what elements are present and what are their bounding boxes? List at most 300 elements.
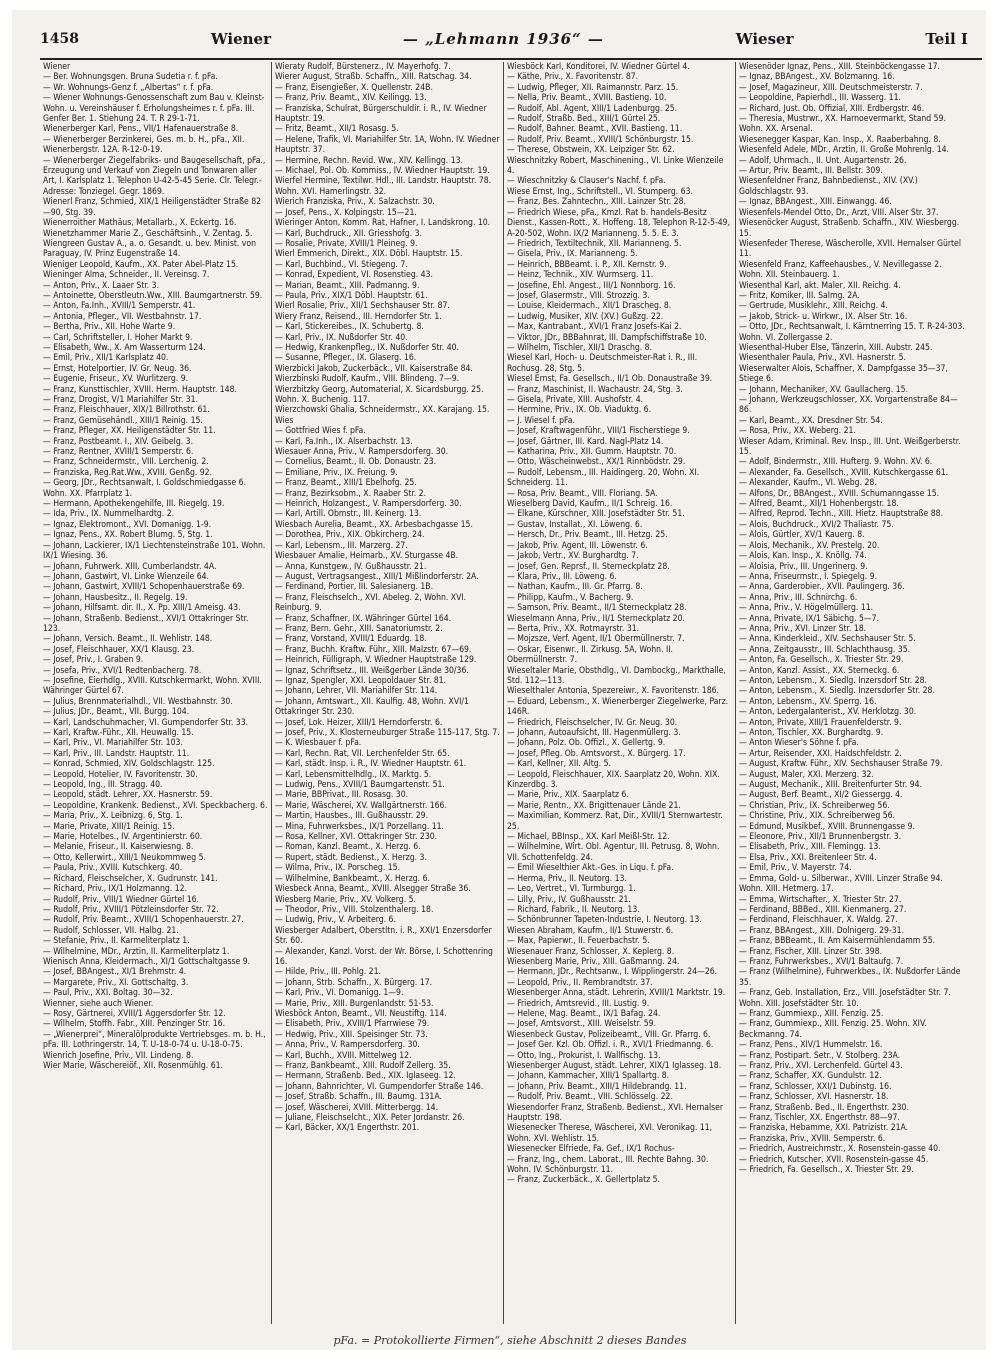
directory-entry: — Philipp, Kaufm., V. Bacherg. 9. (507, 592, 634, 603)
directory-entry: — Konrad, Schmied, XIV. Goldschlagstr. 125. (43, 759, 215, 770)
directory-entry: — Hedwig, Priv., XIII. Speisinger Str. 73. (275, 1029, 428, 1040)
directory-entry: Wiesenfeld Adele, MDr., Arztin, II. Große Mohrenlg. 14. (739, 145, 950, 156)
directory-entry: — Marie, Rentn., XX. Brigittenauer Lände 21. (507, 800, 681, 811)
directory-entry: — Klara, Priv., III. Löweng. 6. (507, 571, 617, 582)
directory-entry: — Leopoldine, Papierhdl., III. Wasserg. 11. (739, 93, 901, 104)
directory-entry: — Artur, Priv. Beamt., III. Bellstr. 309. (739, 166, 883, 177)
directory-entry: — Rosa, Kellner, XVI. Ottakringer Str. 230. (275, 832, 438, 843)
directory-entry: — August, Kraftw. Führ., XIV. Sechshauser Straße 79. (739, 759, 943, 770)
directory-entry: — Julius, Brennmaterialhdl., VII. Westbahnstr. 30. (43, 696, 233, 707)
directory-entry: — Emil, Priv., XII/1 Karlsplatz 40. (43, 353, 169, 364)
directory-entry: Wieselberg David, Kaufm., II/1 Schreig. 16. (507, 499, 673, 510)
directory-entry: — Johann, Polz. Ob. Offizl., X. Gellertg. 9. (507, 738, 666, 749)
directory-entry: — Paul, Priv., XXI. Boltag. 30—32. (43, 988, 173, 999)
directory-entry: — Rudolf, Priv., XVIII/1 Pötzleinsdorfer Str. 72. (43, 904, 219, 915)
directory-entry: — Josef, Straßb. Schaffn., III. Baumg. 131A. (275, 1092, 442, 1103)
directory-entry: — Franziska, Schulrat, Bürgerschuldir. i. R., IV. Wiedner Hauptstr. 19. (275, 103, 487, 125)
directory-entry: — Anton, Lebensm., X. Siedlg. Inzersdorfer Str. 28. (739, 686, 935, 697)
directory-entry: — Ludwig, Musiker, XIV. (XV.) Gußzg. 22. (507, 311, 664, 322)
directory-entry: — Rudolf, Priv. Beamt., XVIII/1 Schönburgstr. 15. (507, 134, 694, 145)
directory-entry: — Johann, Bahnrichter, VI. Gumpendorfer Straße 146. (275, 1081, 484, 1092)
directory-entry: — Anton, Kanzl. Assist., XX. Sterneckg. 6. (739, 665, 900, 676)
directory-entry: Wiery Franz, Reisend., III. Herndorfer Str. 1. (275, 311, 442, 322)
directory-entry: — Hermann, JDr., Rechtsanw., I. Wipplingerstr. 24—26. (507, 967, 718, 978)
directory-entry: — Michael, BBInsp., XX. Karl Meißl-Str. 12. (507, 832, 670, 843)
directory-entry: — Ignaz, Spengler, XXI. Leopoldauer Str. 81. (275, 675, 447, 686)
directory-entry: — Edmund, Musikbef., XVIII. Brunnengasse 9. (739, 821, 915, 832)
directory-entry: — Franziska, Hebamme, XXI. Patrizistr. 21A. (739, 1123, 909, 1134)
directory-entry: Wiesenegger Kaspar, Kan. Insp., X. Raaberbahng. 8. (739, 134, 941, 145)
directory-entry: — Franz, Schaffer, XX. Gundulstr. 12. (739, 1071, 882, 1082)
directory-entry: Wieninger Alma, Schneider., II. Vereinsg. 7. (43, 270, 210, 281)
directory-entry: — Franz, Gummiexp., XIII. Fenzig. 25. Wohn. XIV. Beckmanng. 74. (739, 1019, 927, 1040)
directory-entry: Wiesbauer Amalie, Heimarb., XV. Sturgasse 4B. (275, 551, 459, 562)
directory-entry: — Heinrich, BBBeamt. i. P., XII. Kernstr. 9. (507, 259, 667, 270)
directory-entry: — J. Wiesel f. pFa. (507, 415, 575, 426)
directory-entry: — Johann, Priv. Beamt., XIII/1 Hildebrandg. 11. (507, 1081, 687, 1092)
directory-entry: Wiesenecker Elfriede, Fa. Gef., IX/1 Rochus- (507, 1144, 675, 1155)
directory-entry: — Friedrich, Textiltechnik, XII. Marianneng. 5. (507, 238, 682, 249)
directory-entry: — Leopold, Ing., III. Stragg. 40. (43, 780, 163, 791)
directory-entry: — Josef, BBAngest., XI/1 Brehmstr. 4. (43, 967, 187, 978)
directory-entry: — Alexander, Kaufm., VI. Webg. 28. (739, 478, 877, 489)
directory-entry: — Franz, BBBeamt., II. Am Kaisermühlendamm 55. (739, 936, 936, 947)
directory-entry: — Alfons, Dr., BBAngest., XVIII. Schumanngasse 15. (739, 488, 940, 499)
directory-entry: Wiesenthal Karl, akt. Maler, XII. Reichg. 4. (739, 280, 901, 291)
directory-entry: — Friedrich, Amtsrevid., III. Lustig. 9. (507, 998, 650, 1009)
directory-entry: — Franz, Fischer, XIII. Linzer Str. 398. (739, 946, 883, 957)
directory-entry: — Johann, Werkzeugschlosser, XX. Vorgartenstraße 84—86. (739, 395, 958, 416)
directory-entry: — Heinz, Technik., XIV. Wurmserg. 11. (507, 270, 654, 281)
directory-entry: — Marie, Hotelbes., IV. Argentinierstr. 60. (43, 832, 203, 843)
directory-entry: — Hersch, Dr., Priv. Beamt., III. Hetzg. 25. (507, 530, 668, 541)
directory-entry: — Fritz, Beamt., XII/1 Rosasg. 5. (275, 124, 399, 135)
directory-entry: Wiengreen Gustav A., a. o. Gesandt. u. bev. Minist. von Paraguay, IV. Prinz Eugenstraße 14. (43, 238, 256, 260)
directory-entry: — Anton, Private, XIII/1 Frauenfelderstr. 9. (739, 717, 902, 728)
header-rule (40, 58, 982, 60)
directory-entry: — Franz, Bankbeamt., XIII. Rudolf Zellerg. 35. (275, 1061, 451, 1071)
directory-entry: — Karl, Kellner, XII. Altg. 5. (507, 759, 611, 770)
directory-entry: — Antonia, Pfleger., VII. Westbahnstr. 17. (43, 311, 202, 322)
directory-entry: — Elisabeth, Priv., XIII. Flemingg. 13. (739, 842, 881, 853)
directory-entry: — Gisela, Priv., IX. Marianneng. 5. (507, 249, 638, 260)
directory-entry: — Franz, Schlosser, XVI. Hasnerstr. 18. (739, 1092, 889, 1103)
directory-entry: — Richard, Fleischselcher, X. Gudrunstr. 141. (43, 873, 218, 884)
directory-entry: — Stefanie, Priv., II. Karmeliterplatz 1. (43, 936, 190, 947)
running-head-left: Wiener (210, 30, 271, 48)
directory-entry: — Karl, Stickereibes., IX. Schubertg. 8. (275, 322, 424, 333)
directory-entry: Wieniger Leopold, Kaufm., XX. Pater Abel-Platz 15. (43, 259, 239, 270)
directory-entry: — Johann, Autoaufsicht, III. Hagenmüllerg. 3. (507, 728, 681, 738)
directory-entry: — Elkane, Kürschner, XIII. Josefstädter Str. 51. (507, 509, 685, 520)
directory-entry: — Wilhelm, Stoffh. Fabr., XIII. Penzinger Str. 16. (43, 1019, 226, 1030)
directory-entry: Wieserwalter Alois, Schaffner, X. Dampfgasse 35—37, Stiege 6. (739, 363, 948, 385)
directory-entry: — Ernst, Hotelportier, IV. Gr. Neug. 36. (43, 363, 192, 374)
directory-entry: — Alois, Gürtler, XV/1 Kauerg. 8. (739, 530, 865, 541)
directory-entry: — Anton, Ledergalanterist., XV. Herklotzg. 30. (739, 707, 917, 718)
directory-entry: — Jakob, Priv. Agent, III. Löwenstr. 6. (507, 540, 648, 551)
directory-entry: — Johann, Versich. Beamt., II. Wehlistr. 148. (43, 634, 213, 645)
directory-entry: Wieseltaler Marie, Obsthdlg., VI. Dambockg., Markthalle, Std. 112—113. (507, 665, 726, 686)
directory-entry: — Friedrich, Austreichmstr., X. Rosenstein-gasse 40. (739, 1144, 941, 1155)
directory-entry: Wiesenfeldner Franz, Bahnbedienst., XIV. (XV.) Goldschlagstr. 93. (739, 176, 918, 197)
directory-entry: Wiesenbeck Gustav, Polizeibeamt., VIII. Gr. Pfarrg. 6. (507, 1029, 711, 1040)
directory-entry: — Karl, Fa.Inh., IX. Alserbachstr. 13. (275, 436, 413, 447)
directory-entry: — Carl, Schriftsteller, I. Hoher Markt 9. (43, 332, 193, 343)
directory-entry: — Adolf, Bindermstr., XIII. Hufterg. 9. Wohn. XV. 6. (739, 457, 933, 468)
directory-entry: — Franz, Pens., XIV/1 Hummelstr. 16. (739, 1040, 883, 1051)
directory-entry: — Johann, Lackierer, IX/1 Liechtensteinstraße 101. Wohn. IX/1 Wiesing. 36. (43, 540, 266, 562)
directory-entry: Wierl Emmerich, Direkt., XIX. Döbl. Hauptstr. 15. (275, 249, 463, 260)
directory-entry: — Alexander, Kanzl. Vorst. der Wr. Börse, I. Schottenring 16. (275, 946, 493, 967)
directory-entry: — Johann, Hilfsamt. dir. II., X. Pp. XIII/1 Ameisg. 43. (43, 603, 241, 614)
directory-entry: — Josef, Pfleg. Ob. Amtsvorst., X. Bürgerg. 17. (507, 748, 686, 759)
directory-entry: — Mina, Fuhrwerksbes., IX/1 Porzellang. 11. (275, 821, 445, 832)
directory-entry: — Franz, Geb. Installation, Erz., VIII. Josefstädter Str. 7. Wohn. XIII. Josefstädter Str. 10. (739, 988, 951, 1009)
directory-entry: — Richard, Priv., IX/1 Holzmanng. 12. (43, 884, 188, 895)
directory-entry: — Käthe, Priv., X. Favoritenstr. 87. (507, 72, 639, 83)
directory-entry: — Karl, Buchbind., VI. Stiegeng. 7. (275, 259, 408, 270)
section-label: Teil I (925, 30, 968, 48)
directory-entry: — Franz, Beamt., XIII/1 Ebelhofg. 25. (275, 478, 417, 489)
directory-entry: — Rudolf, Straßb. Bed., XIII/1 Gürtel 25. (507, 114, 661, 125)
directory-entry: Wienerroither Mathäus, Metallarb., X. Eckertg. 16. (43, 218, 237, 229)
directory-entry: — Theresia, Mustrwr., XX. Harnoevermarkt, Stand 59. Wohn. XX. Arsenal. (739, 114, 946, 135)
directory-entry: Wiesberg Marie, Priv., XV. Volkerg. 5. (275, 894, 416, 905)
directory-entry: — Rudolf, Lebensm., III. Haidingerg. 20, Wohn. XI. Schneiderg. 11. (507, 467, 700, 489)
directory-entry: Wiener (43, 62, 71, 72)
directory-entry: — Gisela, Private, XIII. Aushofstr. 4. (507, 395, 644, 405)
directory-entry: Wiesenthaler Paula, Priv., XVI. Hasnerstr. 5. (739, 353, 906, 364)
directory-entry: — Ignaz, BBAngest., XV. Bolzmanng. 16. (739, 72, 895, 83)
directory-entry: — Emma, Gold- u. Silberwar., XVIII. Linzer Straße 94. Wohn. XIII. Hetmerg. 17. (739, 873, 943, 895)
directory-entry: — Hilde, Priv., III. Pohlg. 21. (275, 967, 381, 978)
directory-entry: — Friedrich, Fa. Gesellsch., X. Triester Str. 29. (739, 1165, 914, 1176)
directory-entry: Wiesen Abraham, Kaufm., II/1 Stuwerstr. 6. (507, 925, 674, 936)
directory-entry: — Roman, Kanzl. Beamt., X. Herzg. 6. (275, 842, 421, 853)
directory-entry: — Helene, Mag. Beamt., IX/1 Bafag. 24. (507, 1008, 661, 1019)
directory-entry: — Anna, Private, IX/1 Säbichg. 5—7. (739, 613, 880, 624)
directory-entry: — Hermann, Apothekengehilfe, III. Riegelg. 19. (43, 499, 225, 510)
directory-entry: — Alois, Buchdruck., XVI/2 Thaliastr. 75. (739, 519, 894, 530)
directory-columns (40, 62, 970, 1324)
directory-entry: Wienner, siehe auch Wiener. (43, 998, 154, 1009)
directory-entry: — Antoinette, Oberstleutn.Ww., XIII. Baumgartnerstr. 59. (43, 290, 263, 301)
directory-entry: — Karl, Landschuhmacher, VI. Gumpendorfer Str. 33. (43, 717, 249, 728)
directory-entry: Wierich Franziska, Priv., X. Salzachstr. 30. (275, 197, 435, 208)
directory-entry: — Franz, Schneidermstr., VIII. Lerchenig. 2. (43, 457, 209, 468)
directory-entry: Wierzbicki Jakob, Zuckerbäck., VII. Kaiserstraße 84. (275, 363, 473, 374)
directory-entry: — Viktor, JDr., BBBahnrat, III. Dampfschiffstraße 10. (507, 332, 707, 343)
directory-entry: — Anton Wieser's Söhne f. pFa. (739, 738, 859, 749)
directory-entry: — Michael, Pol. Ob. Kommiss., IV. Wiedner Hauptstr. 19. (275, 166, 490, 177)
directory-entry: — Franz, Schaffner, IX. Währinger Gürtel 164. (275, 613, 452, 624)
directory-entry: — Karl, Buchdruck., XII. Griesshofg. 3. (275, 228, 422, 239)
column-4 (736, 62, 968, 1324)
directory-entry: — Schönbrunner Tapeten-Industrie, I. Neutorg. 13. (507, 915, 702, 926)
directory-entry: — Anna, Garderobier., XVII. Paulingerg. 36. (739, 582, 905, 593)
directory-entry: Wiesenberg Marie, Priv., XIII. Gaßmanng. 24. (507, 956, 680, 967)
directory-entry: — Friedrich, Fleischselcher, IV. Gr. Neug. 30. (507, 717, 678, 728)
directory-entry: Wiesberger Adalbert, Oberstltn. i. R., XXI/1 Enzersdorfer Str. 60. (275, 925, 492, 947)
directory-entry: — Josef, Gen. Reprsf., II. Sterneckplatz 28. (507, 561, 670, 572)
directory-entry: — Johann, Gastwirt, VI. Linke Wienzeile 64. (43, 571, 210, 582)
directory-entry: Wiesenfels-Mendel Otto, Dr., Arzt, VIII. Alser Str. 37. (739, 207, 939, 218)
directory-entry: — Franz, Fuhrwerksbes., XVI/1 Baltaufg. 7. (739, 956, 904, 967)
directory-entry: — Josef, Pens., X. Kolpingstr. 15—21. (275, 207, 417, 218)
directory-entry: — Anna, Kinderkleid., XIV. Sechshauser Str. 5. (739, 634, 916, 645)
directory-entry: — Wiener Wohnungs-Genossenschaft zum Bau v. Kleinst-Wohn. u. Vereinshäuser f. Erholungsheimes r. f. pFa. III. Genfer Ber. 1. Stiehung 24. T. R 29-1-71. (43, 93, 265, 125)
directory-entry: — Johann, Gastwirt, XVIII/1 Schopenhauerstraße 69. (43, 582, 245, 593)
directory-entry: — Paula, Priv., XIX/1 Döbl. Hauptstr. 61. (275, 290, 428, 301)
directory-entry: — Josef, Amtsvorst., XIII. Weiselstr. 59. (507, 1019, 657, 1030)
directory-entry: — Wilhelm, Tischler, XII/1 Draschg. 8. (507, 342, 653, 353)
directory-entry: — Alois, Kan. Insp., X. Knöllg. 74. (739, 551, 867, 562)
directory-entry: — Christine, Priv., XIX. Schreiberweg 56. (739, 811, 896, 822)
directory-entry: Wiesenöder Ignaz, Pens., XIII. Steinböckengasse 17. (739, 62, 940, 72)
directory-entry: — Otto, Kellerwirt., XIII/1 Neukommweg 5. (43, 852, 206, 863)
directory-entry: — Franz, Fleischselch., XVI. Abeleg. 2, Wohn. XVI. Reinburg. 9. (275, 592, 467, 614)
directory-entry: Wiesenecker Therese, Wäscherei, XVI. Veronikag. 11, Wohn. XVI. Wehlistr. 15. (507, 1123, 713, 1144)
directory-entry: — Emiliane, Priv., IX. Freiung. 9. (275, 467, 398, 478)
directory-entry: Wierer August, Straßb. Schaffn., XIII. Ratschag. 34. (275, 72, 472, 83)
directory-entry: Wierzbinski Rudolf, Kaufm., VIII. Blindeng. 7—9. (275, 374, 460, 385)
directory-entry: — Alois, Mechanik., XV. Prestelg. 20. (739, 540, 880, 551)
directory-entry: — Dorothea, Priv., XIX. Obkircherg. 24. (275, 530, 425, 541)
directory-entry: — Franz, Ing., chem. Laborat., III. Rechte Bahng. 30. Wohn. IV. Schönburgstr. 11. (507, 1154, 709, 1176)
directory-entry: — Johann, Mechaniker, XV. Gaullacherg. 15. (739, 384, 909, 395)
directory-entry: Wies (275, 415, 294, 426)
directory-entry: — Johann, Kammacher, XIII/1 Spallartg. 8. (507, 1071, 670, 1082)
directory-entry: — Christian, Priv., IX. Schreiberweg 56. (739, 800, 890, 811)
directory-entry: — Rosa, Priv. Beamt., VIII. Floriang. 5A. (507, 488, 658, 499)
directory-entry: — Alfred, Beamt., XII/1 Hohenbergstr. 18. (739, 499, 899, 510)
directory-entry: — Josef, Glasermstr., VIII. Strozzig. 3. (507, 290, 650, 301)
directory-entry: — Cornelius, Beamt., II. Ob. Donaustr. 23. (275, 457, 437, 468)
directory-entry: — Eduard, Lebensm., X. Wienerberger Ziegelwerke, Parz. 146R. (507, 696, 729, 718)
directory-entry: — Leopold, Hotelier, IV. Favoritenstr. 30. (43, 769, 198, 780)
directory-entry: — Leopold, städt. Lehrer, XX. Hasnerstr. 59. (43, 790, 213, 801)
directory-entry: — Friedrich, Kutscher, XVII. Rosenstein-gasse 45. (739, 1154, 929, 1165)
directory-entry: Wienetzhammer Marie Z., Geschäftsinh., V. Zentag. 5. (43, 228, 253, 239)
directory-entry: — Ferdinand, Fleischhauer, X. Waldg. 27. (739, 915, 898, 926)
directory-entry: — Leopold, Priv., II. Rembrandtstr. 37. (507, 977, 653, 988)
directory-entry: — Josefa, Priv., XVI/1 Redtenbacherg. 78. (43, 665, 202, 676)
directory-entry: Wiesböck Karl, Konditorei, IV. Wiedner Gürtel 4. (507, 62, 690, 72)
directory-entry: Wiesenberger August, städt. Lehrer, XIX/1 Iglasseg. 18. (507, 1061, 722, 1071)
directory-entry: — Marie, Private, XIII/1 Reinig. 15. (43, 821, 175, 832)
directory-entry: — Richard, Fabrik., II. Neutorg. 13. (507, 904, 640, 915)
directory-entry: Wiesenthal-Huber Else, Tänzerin, XIII. Aubstr. 245. (739, 342, 933, 353)
directory-entry: — Berta, Priv., XX. Rotmayrstr. 31. (507, 623, 640, 634)
directory-entry: — Maximilian, Kommerz. Rat, Dir., XVIII/1 Sternwartestr. 25. (507, 811, 723, 832)
directory-entry: Wieselmann Anna, Priv., II/1 Sterneckplatz 20. (507, 613, 685, 624)
directory-entry: — Ferdinand, Portier, III. Salesianerg. 1B. (275, 582, 434, 593)
directory-entry: — Gottfried Wies f. pFa. (275, 426, 366, 437)
directory-entry: — Karl, Artill. Obmstr., III. Keinerg. 13. (275, 509, 422, 520)
directory-entry: Wienerl Franz, Schmied, XIX/1 Heiligenstädter Straße 82—90, Stg. 39. (43, 197, 262, 218)
directory-entry: — Franz, Rentner, XVIII/1 Semperstr. 6. (43, 447, 194, 458)
directory-entry: — Fritz, Komiker, III. Salmg. 2A. (739, 290, 860, 301)
directory-entry: — Rosa, Priv., XX. Weberg. 21. (739, 426, 856, 437)
directory-entry: — Rudolf, Schlosser, VII. Halbg. 21. (43, 925, 179, 936)
directory-entry: — Franz, Drogist, V/1 Mariahilfer Str. 31. (43, 395, 199, 405)
directory-entry: Wiesauer Anna, Priv., V. Rampersdorferg. 30. (275, 447, 449, 458)
directory-entry: Wierfel Hermine, Textilwr. Hdl., III. Landstr. Hauptstr. 78. Wohn. XVI. Hamerlingstr. 32. (275, 176, 492, 197)
directory-entry: — Mojzsze, Verf. Agent, II/1 Obermüllnerstr. 7. (507, 634, 685, 645)
directory-entry: — Leopold, Fleischhauer, XIX. Saarplatz 20, Wohn. XIX. Kinzerdbg. 3. (507, 769, 720, 791)
directory-entry: — Ludwig, Priv., V. Arbeiterg. 6. (275, 915, 396, 926)
directory-entry: — Franz, Bern. Gehr., XIII. Sanatoriumstr. 2. (275, 623, 443, 634)
directory-entry: — Karl, Buchh., XVIII. Mittelweg 12. (275, 1050, 412, 1061)
directory-entry: — Melanie, Friseur., II. Kaiserwiesng. 8. (43, 842, 194, 853)
directory-entry: — Otto, Ing., Prokurist, I. Wallfischg. 13. (507, 1050, 661, 1061)
directory-entry: — Hedwig, Krankenpfleg., IX. Nußdorfer Str. 40. (275, 342, 459, 353)
column-1 (40, 62, 272, 1324)
directory-entry: — Georg, JDr., Rechtsanwalt, I. Goldschmiedgasse 6. Wohn. XX. Pfarrplatz 1. (43, 478, 247, 499)
directory-entry: — Johann, Hausbesitz., II. Regelg. 19. (43, 592, 188, 603)
directory-entry: — Rudolf, Priv. Beamt., XVIII/1 Schopenhauerstr. 27. (43, 915, 244, 926)
directory-entry: — Franz, Gemüsehändl., XIII/1 Reinig. 15. (43, 415, 203, 426)
directory-entry: — Karl, Priv., III. Landstr. Hauptstr. 11. (43, 748, 190, 759)
directory-entry: Wiesel Karl, Hoch- u. Deutschmeister-Rat i. R., III. Rochusg. 28, Stg. 5. (507, 353, 698, 374)
directory-entry: — Franz, Kunsttischler, XVIII. Herm. Hauptstr. 148. (43, 384, 237, 395)
directory-entry: — Franz, Tischler, XX. Engerthstr. 88—97. (739, 1113, 900, 1124)
directory-entry: — Franz, Maschinist, II. Wachaustr. 24, Stg. 3. (507, 384, 683, 395)
directory-entry: — Josefine, Eierhdlg., XVIII. Kutschkermarkt, Wohn. XVIII. Währinger Gürtel 67. (43, 675, 262, 697)
directory-entry: — Eugenie, Friseur., XV. Wurlitzerg. 9. (43, 374, 189, 385)
directory-entry: Wiese Ernst, Ing., Schriftstell., VI. Stumperg. 63. (507, 186, 693, 197)
directory-entry: — Franz, Eisengießer, X. Quellenstr. 24B. (275, 82, 433, 93)
directory-entry: — Marie, Priv., XIX. Saarplatz 6. (507, 790, 629, 801)
directory-entry: — Franz, Postbeamt. I., XIV. Geibelg. 3. (43, 436, 194, 447)
directory-entry: — Franz, Schlosser, XXI/1 Dubinstg. 16. (739, 1081, 892, 1092)
directory-entry: — Anna, Priv., XVI. Linzer Str. 18. (739, 623, 867, 634)
directory-entry: — Bertha, Priv., XII. Hohe Warte 9. (43, 322, 176, 333)
directory-entry: Wiesendorfer Franz, Straßenb. Bedienst., XVI. Hernalser Hauptstr. 198. (507, 1102, 724, 1124)
directory-entry: — Aloisia, Priv., III. Ungerinerg. 9. (739, 561, 868, 572)
directory-entry: — Elisabeth, Priv., XVIII/1 Pfarrwiese 79. (275, 1019, 430, 1030)
directory-entry: — Franz, Fleischhauer, XIX/1 Billrothstr. 61. (43, 405, 210, 416)
directory-entry: — August, Berf. Beamt., XI/2 Giessergg. 4. (739, 790, 903, 801)
directory-entry: — Marie, Priv., XIII. Burgenlandstr. 51-53. (275, 998, 434, 1009)
directory-entry: — Anton, Priv., X. Laaer Str. 3. (43, 280, 160, 291)
directory-entry: — Louise, Kleidermach., XII/1 Drascheg. 8. (507, 301, 672, 312)
directory-entry: — Anna, Zeitgausstr., III. Schlachthausg. 35. (739, 644, 911, 655)
directory-entry: — Wr. Wohnungs-Genz f. „Albertas“ r. f. pFa. (43, 82, 214, 93)
directory-entry: — Wilhelmine, Wirt. Obl. Agentur, III. Petrusg. 8, Wohn. VII. Schottenfeldg. 24. (507, 842, 720, 863)
directory-entry: — Karl, Priv., VI. Domanigg. 1—9. (275, 988, 404, 999)
directory-entry: — Leopoldine, Krankenk. Bedienst., XVI. Speckbacherg. 6. (43, 800, 268, 811)
directory-entry: — Franziska, Reg.Rat.Ww., XVIII. Genßg. 92. (43, 467, 213, 478)
directory-entry: — Josef, Lok. Heizer, XIII/1 Herndorferstr. 6. (275, 717, 443, 728)
directory-entry: Wieschnitzky Robert, Maschinening., VI. Linke Wienzeile 4. (507, 155, 724, 177)
directory-entry: — Franz, Pfleger, XX. Heiligenstädter Str. 11. (43, 426, 216, 437)
directory-entry: — Ignaz, Pens., XX. Robert Blumg. 5, Stg. 1. (43, 530, 213, 541)
directory-entry: — Oskar, Eisenwr., II. Zirkusg. 5A, Wohn. II. Obermüllnerstr. 7. (507, 644, 674, 666)
directory-entry: Wiesenfeder Therese, Wäscherolle, XVII. Hernalser Gürtel 11. (739, 238, 961, 260)
directory-entry: — Lilly, Priv., IV. Gußhausstr. 21. (507, 894, 631, 905)
directory-entry: Wiesbach Aurelia, Beamt., XX. Arbesbachgasse 15. (275, 519, 473, 530)
directory-entry: — Anna, Friseurmstr., I. Spiegelg. 9. (739, 571, 878, 582)
directory-entry: — Anton, Fa. Gesellsch., X. Triester Str. 29. (739, 655, 904, 666)
directory-entry: — Ignaz, BBAngest., XIII. Einwangg. 46. (739, 197, 892, 208)
directory-entry: — Anna, Priv., III. Schnirchg. 6. (739, 592, 858, 603)
directory-entry: — Wienerberger Berzinkerei, Ges. m. b. H., pFa., XII. Wienerbergstr. 12A. R-12-0-19. (43, 134, 245, 156)
directory-entry: — Franz, Gummiexp., XIII. Fenzig. 25. (739, 1008, 884, 1019)
directory-entry: — Karl, Kraftw.-Führ., XII. Heuwallg. 15. (43, 728, 194, 738)
directory-entry: — Hermann, Straßenb. Bed., XIX. Iglaseeg. 12. (275, 1071, 456, 1082)
directory-entry: — Eleonore, Priv., XII/1 Brunnenbergstr. 3. (739, 832, 902, 843)
page-footer: pFa. = Protokollierte Firmen“, siehe Abschnitt 2 dieses Bandes (333, 1334, 687, 1347)
column-3 (504, 62, 736, 1324)
directory-entry: — Anton, Lebensm., XV. Sperrg. 16. (739, 696, 877, 707)
directory-entry: — Otto, Wäscheinwebst., XX/1 Rinnbödstr. 29. (507, 457, 686, 468)
directory-entry: — Ignaz, Schriftsetz., III. Weißgerber Lände 30/36. (275, 665, 469, 676)
directory-entry: — Karl, Rechn. Rat, VII. Lerchenfelder Str. 65. (275, 748, 450, 759)
directory-entry: — Juliane, Fleischselcht., XIX. Peter Jordanstr. 26. (275, 1113, 465, 1124)
directory-entry: — Josef, Kraftwagenführ., VIII/1 Fischerstiege 9. (507, 426, 690, 437)
directory-entry: Wiesbeck Anna, Beamt., XVIII. Alsegger Straße 36. (275, 884, 471, 895)
directory-entry: Wier Marie, Wäschereiöf., XII. Rosenmühlg. 61. (43, 1061, 224, 1071)
directory-entry: — Johann, Strb. Schaffn., X. Bürgerg. 17. (275, 977, 433, 988)
directory-entry: Wiesenberger Anna, städt. Lehrerin, XVIII/1 Marktstr. 19. (507, 988, 726, 999)
running-head-right: Wieser (735, 30, 794, 48)
directory-entry: — Josef, Priv., I. Graben 9. (43, 655, 144, 666)
column-2 (272, 62, 504, 1324)
directory-entry: — Marie, BBPrivat., III. Rosasg. 30. (275, 790, 409, 801)
directory-entry: Wienisch Anna, Kleidermach., XI/1 Gottschaltgasse 9. (43, 956, 251, 967)
directory-entry: — Max, Kantrabant., XVI/1 Franz Josefs-Kai 2. (507, 322, 682, 333)
directory-entry: — Karl, Bäcker, XX/1 Engerthstr. 201. (275, 1123, 420, 1134)
directory-entry: Wieser Adam, Kriminal. Rev. Insp., III. Unt. Weißgerberstr. 15. (739, 436, 961, 458)
directory-entry: — Rudolf, Priv., VIII/1 Wiedner Gürtel 16. (43, 894, 200, 905)
directory-entry: — Josef, Magazineur, XIII. Deutschmeisterstr. 7. (739, 82, 923, 93)
directory-entry: — Julius, JDr., Beamt., VII. Burgg. 104. (43, 707, 190, 718)
directory-entry: — Karl, Priv., VI. Mariahilfer Str. 103. (43, 738, 183, 749)
directory-entry: — Anton, Fa.Inh., XVIII/1 Semperstr. 41. (43, 301, 196, 312)
directory-entry: — K. Wiesbauer f. pFa. (275, 738, 362, 749)
directory-entry: Wiesböck Anton, Beamt., VII. Neustiftg. 114. (275, 1008, 447, 1019)
directory-entry: — Wilma, Priv., IX. Porscheg. 15. (275, 863, 401, 874)
directory-entry: — Anna, Priv., V. Rampersdorferg. 30. (275, 1040, 420, 1051)
directory-entry: — Franz, Priv., XVI. Lerchenfeld. Gürtel 43. (739, 1061, 903, 1071)
directory-entry: — Jakob, Vertr., XV. Burghardtg. 7. (507, 551, 639, 562)
directory-entry: — Friedrich Wiese, pFa., Kmzl. Rat b. handels-Besitz Dienst., Kassen-Rott., X. Hoffeng. 18, Telephon R-12-5-49, A-20-502, Wohn. IX/2 Marianneng. 5. 5. E. 3. (507, 207, 731, 239)
directory-entry: — Marian, Beamt., XIII. Padmanng. 9. (275, 280, 420, 291)
directory-entry: — Josef, Gärtner, III. Kard. Nagl-Platz 14. (507, 436, 664, 447)
directory-entry: — Karl, Beamt., XX. Dresdner Str. 54. (739, 415, 883, 426)
directory-entry: — Franziska, Priv., XVIII. Semperstr. 6. (739, 1133, 886, 1144)
directory-entry: — Theodor, Priv., VIII. Stolzenthalerg. 18. (275, 904, 434, 915)
directory-entry: — Franz, BBAngest., XIII. Dolnigerg. 29-31. (739, 925, 905, 936)
directory-entry: — „Wienerprei“, Mineralölprodukte Vertriebsges. m. b. H., pFa. III. Lothringerstr. 14, T. U-18-0-74 u. U-18-0-75. (43, 1029, 266, 1051)
directory-entry: — Anna, Kunstgew., IV. Gußhausstr. 21. (275, 561, 427, 572)
directory-entry: — Rupert, städt. Bedienst., X. Herzg. 3. (275, 852, 427, 863)
directory-entry: Wienrich Josefine, Priv., VII. Lindeng. 8. (43, 1050, 194, 1061)
directory-entry: — Johann, Straßenb. Bedienst., XVI/1 Ottakringer Str. 123. (43, 613, 249, 634)
directory-entry: — Nella, Priv. Beamt., XVIII. Bastieng. 10. (507, 93, 667, 104)
directory-entry: — Otto, JDr., Rechtsanwalt, I. Kärntnerring 15. T. R-24-303. Wohn. VI. Zollergasse 2. (739, 322, 965, 343)
directory-entry: — Franz, Vorstand, XVIII/1 Eduardg. 18. (275, 634, 427, 645)
directory-entry: — Marie, Wäscherei, XV. Wallgärtnerstr. 166. (275, 800, 447, 811)
directory-entry: — Nathan, Kaufm., III. Gr. Pfarrg. 8. (507, 582, 643, 593)
directory-entry: — Karl, Lebensmittelhdlg., IX. Marktg. 5. (275, 769, 432, 780)
directory-entry: — Wilhelmine, MDr., Arztin, II. Karmeliterplatz 1. (43, 946, 230, 957)
directory-entry: — Franz (Wilhelmine), Fuhrwerkbes., IX. Nußdorfer Lände 35. (739, 967, 961, 988)
directory-entry: — Heinrich, Holzangest., V. Rampersdorferg. 30. (275, 499, 462, 510)
directory-entry: — Maria, Priv., X. Leibnizg. 6, Stg. 1. (43, 811, 183, 822)
